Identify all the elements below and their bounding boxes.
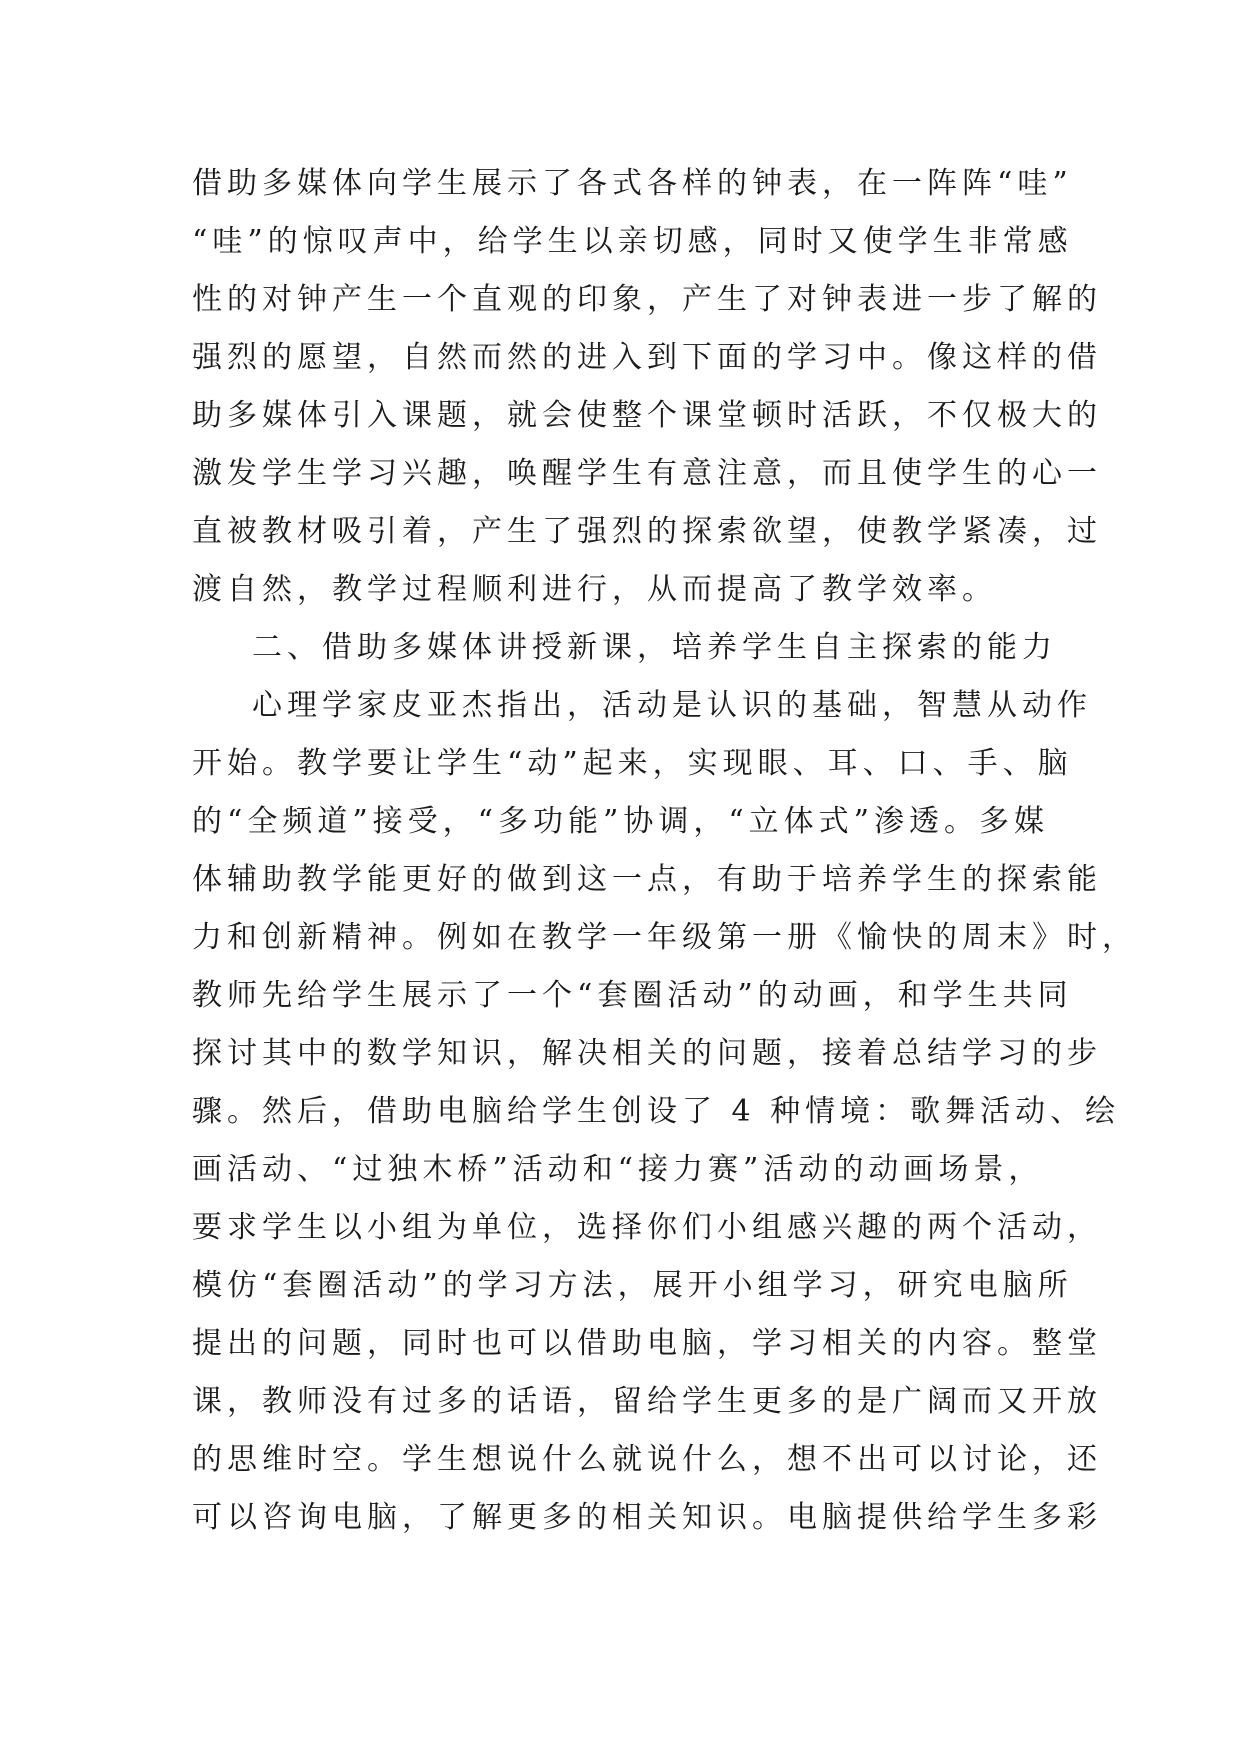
text-line: 性的对钟产生一个直观的印象，产生了对钟表进一步了解的 (192, 282, 1102, 317)
text-line: 力和创新精神。例如在教学一年级第一册《愉快的周末》时， (192, 920, 1137, 955)
text-line: 渡自然，教学过程顺利进行，从而提高了教学效率。 (192, 572, 997, 607)
text-line: 强烈的愿望，自然而然的进入到下面的学习中。像这样的借 (192, 340, 1102, 375)
paragraph-first-line: 心理学家皮亚杰指出，活动是认识的基础，智慧从动作 (252, 688, 1092, 723)
section-heading: 二、借助多媒体讲授新课，培养学生自主探索的能力 (252, 630, 1057, 665)
text-line: 借助多媒体向学生展示了各式各样的钟表，在一阵阵“哇” (192, 166, 1073, 201)
text-line: 教师先给学生展示了一个“套圈活动”的动画，和学生共同 (192, 978, 1073, 1013)
text-line: 提出的问题，同时也可以借助电脑，学习相关的内容。整堂 (192, 1326, 1102, 1361)
text-line: 开始。教学要让学生“动”起来，实现眼、耳、口、手、脑 (192, 746, 1073, 781)
text-line: 助多媒体引入课题，就会使整个课堂顿时活跃，不仅极大的 (192, 398, 1102, 433)
text-line: 可以咨询电脑，了解更多的相关知识。电脑提供给学生多彩 (192, 1500, 1102, 1535)
text-line: 直被教材吸引着，产生了强烈的探索欲望，使教学紧凑，过 (192, 514, 1102, 549)
text-line: “哇”的惊叹声中，给学生以亲切感，同时又使学生非常感 (192, 224, 1073, 259)
body-text (192, 155, 1137, 1547)
text-line: 探讨其中的数学知识，解决相关的问题，接着总结学习的步 (192, 1036, 1102, 1071)
text-line: 的思维时空。学生想说什么就说什么，想不出可以讨论，还 (192, 1442, 1102, 1477)
text-line: 体辅助教学能更好的做到这一点，有助于培养学生的探索能 (192, 862, 1102, 897)
text-line: 激发学生学习兴趣，唤醒学生有意注意，而且使学生的心一 (192, 456, 1102, 491)
text-line: 模仿“套圈活动”的学习方法，展开小组学习，研究电脑所 (192, 1268, 1073, 1303)
text-line: 课，教师没有过多的话语，留给学生更多的是广阔而又开放 (192, 1384, 1102, 1419)
text-line: 的“全频道”接受，“多功能”协调，“立体式”渗透。多媒 (192, 804, 1050, 839)
text-line: 画活动、“过独木桥”活动和“接力赛”活动的动画场景， (192, 1152, 1044, 1187)
text-line: 骤。然后，借助电脑给学生创设了 4 种情境：歌舞活动、绘 (192, 1094, 1121, 1129)
text-line: 要求学生以小组为单位，选择你们小组感兴趣的两个活动， (192, 1210, 1102, 1245)
